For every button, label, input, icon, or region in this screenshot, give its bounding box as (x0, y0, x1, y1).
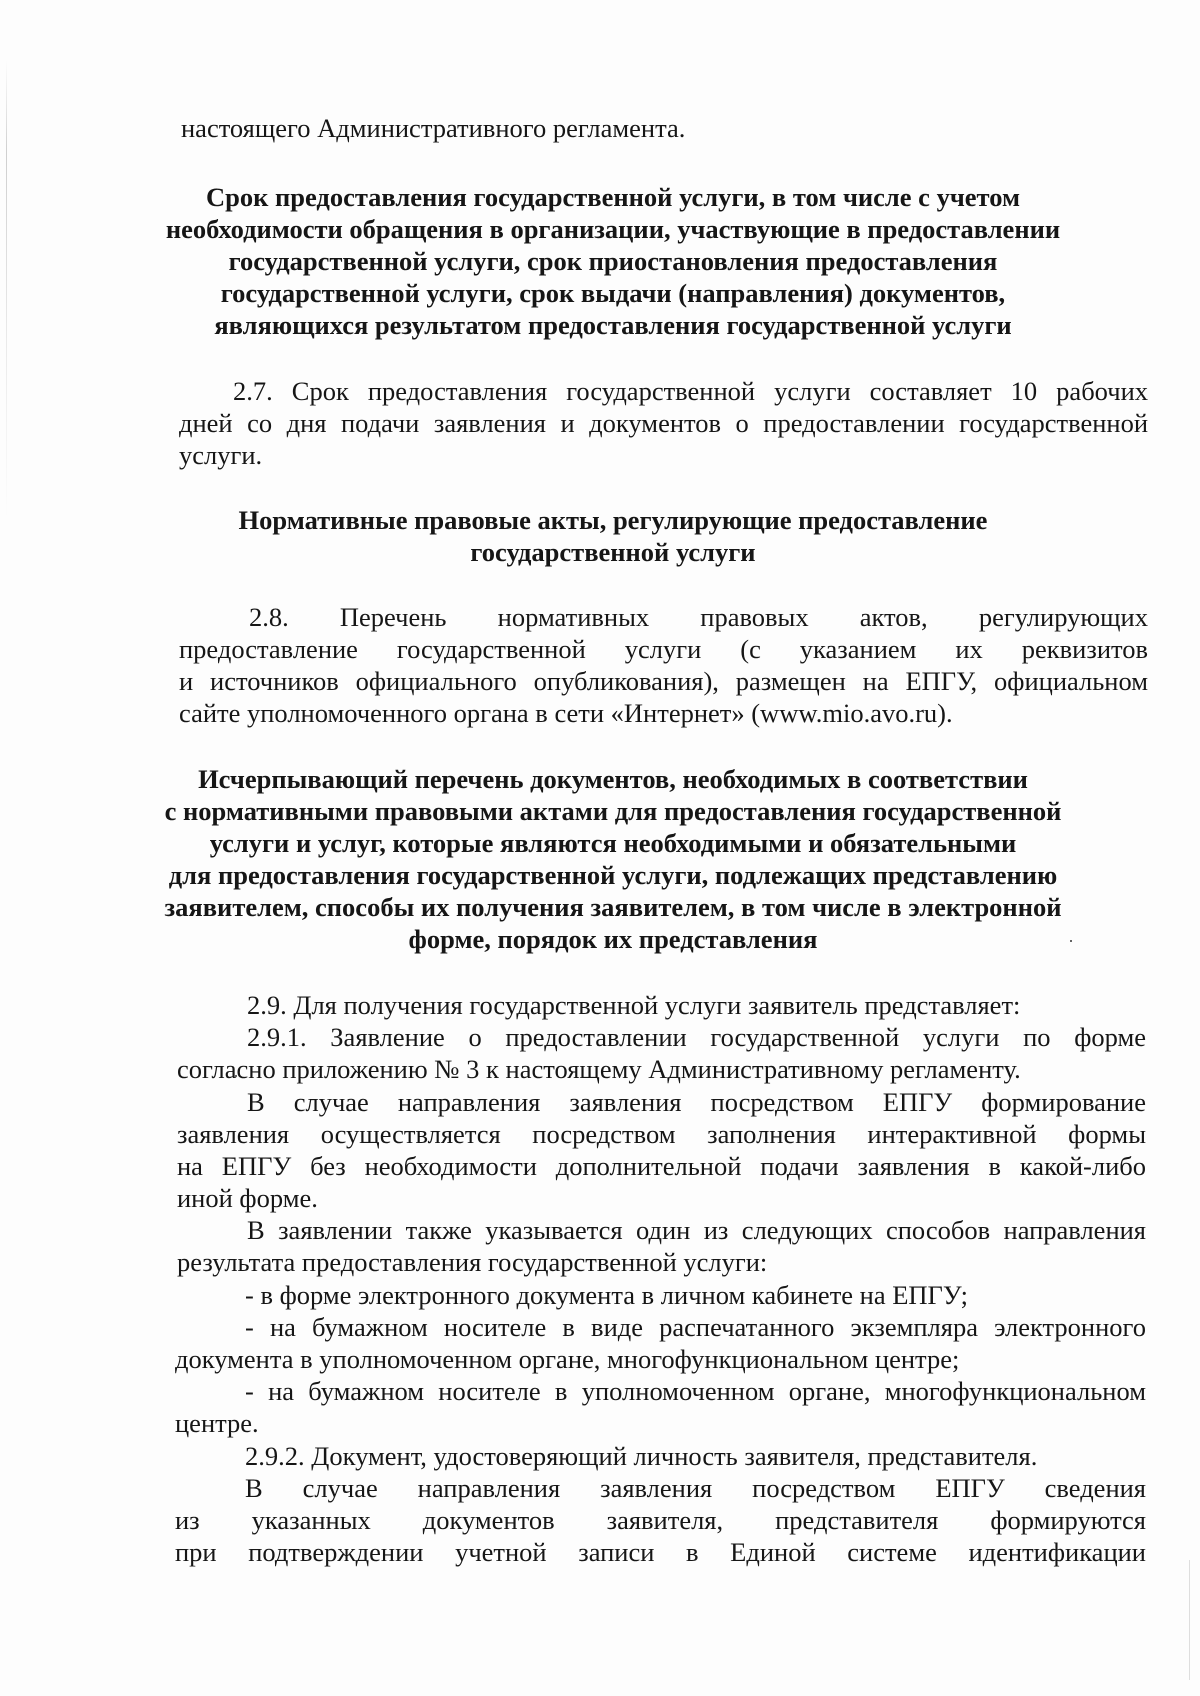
paragraph-line: 2.8. Перечень нормативных правовых актов, регулирующих (249, 602, 1148, 632)
paragraph-line: при подтверждении учетной записи в Единой системе идентификации (175, 1537, 1146, 1567)
paragraph-line: из указанных документов заявителя, представителя формируются (175, 1505, 1146, 1535)
section-heading-2-9-line: заявителем, способы их получения заявителем, в том числе в электронной (164, 892, 1062, 922)
paragraph-line: на ЕПГУ без необходимости дополнительной подачи заявления в какой-либо (177, 1151, 1146, 1181)
paragraph-line: В случае направления заявления посредством ЕПГУ сведения (245, 1473, 1146, 1503)
section-heading-2-9-line: услуги и услуг, которые являются необходимыми и обязательными (209, 828, 1017, 858)
section-heading-2-9-line: с нормативными правовыми актами для предоставления государственной (164, 796, 1062, 826)
paragraph-line: 2.9.2. Документ, удостоверяющий личность заявителя, представителя. (245, 1441, 1038, 1471)
paragraph-line: услуги. (179, 440, 263, 470)
list-item: - в форме электронного документа в личном кабинете на ЕПГУ; (245, 1280, 968, 1310)
paragraph-line: 2.7. Срок предоставления государственной услуги составляет 10 рабочих (233, 376, 1148, 406)
section-heading-2-7-line: Срок предоставления государственной услуги, в том числе с учетом (205, 182, 1020, 212)
paragraph-line: предоставление государственной услуги (с указанием их реквизитов (179, 634, 1148, 664)
section-heading-2-9-line: для предоставления государственной услуги, подлежащих представлению (168, 860, 1058, 890)
paragraph-line: 2.9.1. Заявление о предоставлении государственной услуги по форме (247, 1022, 1146, 1052)
list-item: - на бумажном носителе в уполномоченном органе, многофункциональном (245, 1376, 1146, 1406)
paragraph-line: дней со дня подачи заявления и документов о предоставлении государственной (179, 408, 1148, 438)
list-item-continuation: документа в уполномоченном органе, многофункциональном центре; (175, 1344, 960, 1374)
section-heading-2-7-line: являющихся результатом предоставления государственной услуги (214, 310, 1012, 340)
paragraph-line: 2.9. Для получения государственной услуги заявитель представляет: (247, 990, 1021, 1020)
section-heading-2-9-line: форме, порядок их представления (408, 924, 818, 954)
paragraph-line: В заявлении также указывается один из следующих способов направления (247, 1215, 1146, 1245)
section-heading-2-8-line: Нормативные правовые акты, регулирующие предоставление (238, 505, 988, 535)
intro-line: настоящего Административного регламента. (181, 113, 686, 143)
list-item-continuation: центре. (175, 1408, 259, 1438)
paragraph-line: согласно приложению № 3 к настоящему Административному регламенту. (177, 1054, 1021, 1084)
paragraph-line: заявления осуществляется посредством заполнения интерактивной формы (177, 1119, 1146, 1149)
paragraph-line: иной форме. (177, 1183, 318, 1213)
section-heading-2-9-line: Исчерпывающий перечень документов, необходимых в соответствии (198, 764, 1028, 794)
paragraph-line: сайте уполномоченного органа в сети «Интернет» (www.mio.avo.ru). (179, 698, 953, 728)
section-heading-2-7-line: государственной услуги, срок приостановления предоставления (228, 246, 998, 276)
paragraph-line: В случае направления заявления посредством ЕПГУ формирование (247, 1087, 1146, 1117)
paragraph-line: результата предоставления государственной услуги: (177, 1247, 768, 1277)
list-item: - на бумажном носителе в виде распечатанного экземпляра электронного (245, 1312, 1146, 1342)
paragraph-line: и источников официального опубликования), размещен на ЕПГУ, официальном (179, 666, 1148, 696)
section-heading-2-8-line: государственной услуги (470, 537, 756, 567)
section-heading-2-7-line: необходимости обращения в организации, участвующие в предоставлении (165, 214, 1061, 244)
section-heading-2-7-line: государственной услуги, срок выдачи (направления) документов, (220, 278, 1006, 308)
scan-edge-mark-right (1189, 1560, 1190, 1680)
